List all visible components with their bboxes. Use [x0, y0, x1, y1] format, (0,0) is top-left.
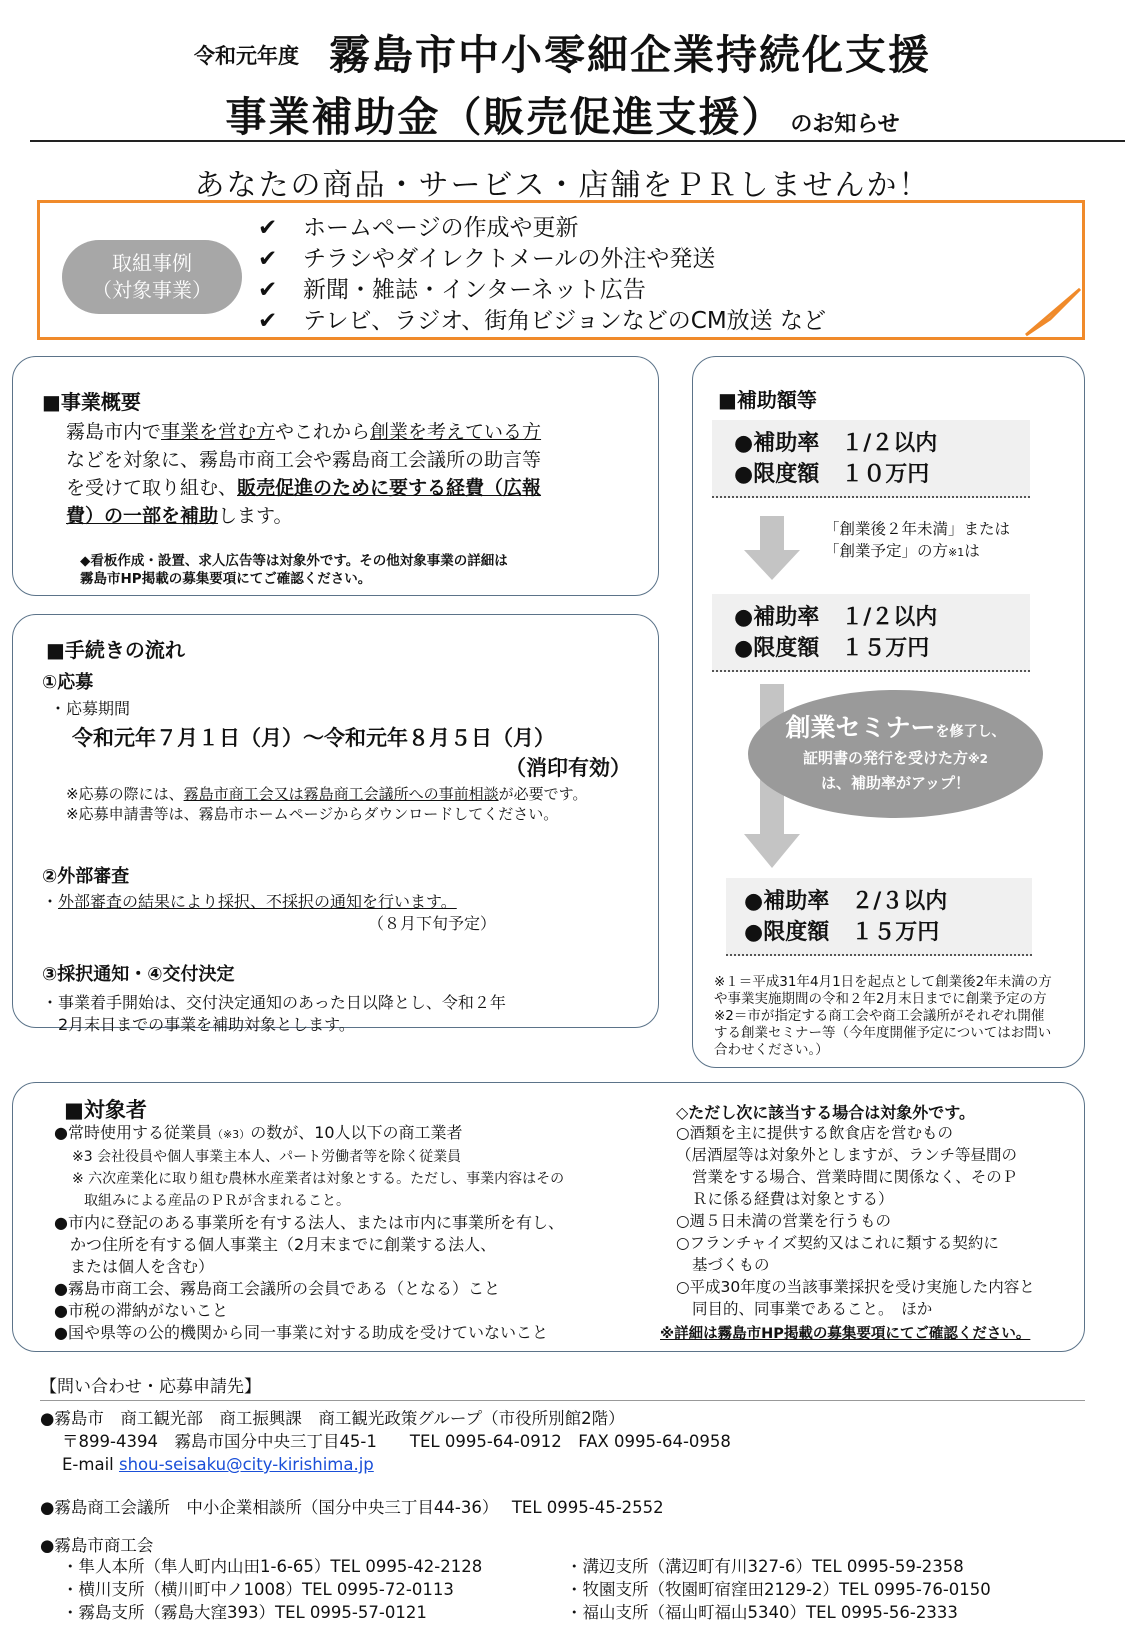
title-main-2: 事業補助金（販売促進支援） — [225, 93, 785, 141]
step-apply-title: ①応募 — [42, 672, 94, 693]
step-review-text: ・外部審査の結果により採択、不採択の通知を行います。 — [42, 892, 457, 911]
list-item: ✔ 新聞・雑誌・インターネット広告 — [258, 275, 826, 306]
tier-seminar: ●補助率 ２/３以内 ●限度額 １５万円 — [726, 878, 1032, 956]
title-main-1: 霧島市中小零細企業持続化支援 — [329, 31, 931, 79]
tier-basic: ●補助率 １/２以内 ●限度額 １０万円 — [712, 420, 1030, 498]
check-icon: ✔ — [258, 246, 278, 272]
title-line-1 — [0, 22, 1125, 81]
fiscal-year-label: 令和元年度 — [194, 44, 299, 68]
overview-heading: ■事業概要 — [42, 390, 141, 414]
tier-startup: ●補助率 １/２以内 ●限度額 １５万円 — [712, 594, 1030, 672]
branches-left — [62, 1555, 482, 1624]
step-decision-title: ③採択通知・④交付決定 — [42, 964, 235, 985]
header-divider — [30, 140, 1125, 142]
eligibility-list: ●常時使用する従業員（※3）の数が、10人以下の商工業者 ※3 会社役員や個人事業主本人、パート労働者等を除く従業員 ※ 六次産業化に取り組む農林水産業者は対象とする。ただし、事業内容はその 取組みによる産品のＰＲが含まれること。 ●市内に登記のある事業所を有する法人、または市内に事業所を有し、 かつ住所を有する個人事業主（2月末までに創業する法人、 または個人を含む） ●霧島市商工会、霧島商工会議所の会員である（となる）こと ●市税の滞納がないこと ●国や県等の公的機関から同一事業に対する助成を受けていないこと — [54, 1123, 565, 1342]
subsidy-footnotes: ※１＝平成31年4月1日を起点として創業後2年未満の方 や事業実施期間の令和２年2月末日までに創業予定の方 ※2＝市が指定する商工会や商工会議所がそれぞれ開催 する創業セミナー等（今年度開催予定についてはお問い 合わせください。） — [714, 974, 1052, 1058]
list-item: ・隼人本所（隼人町内山田1-6-65）TEL 0995-42-2128 — [62, 1557, 483, 1576]
list-item: ✔ チラシやダイレクトメールの外注や発送 — [258, 244, 826, 275]
procedure-heading: ■手続きの流れ — [46, 638, 185, 662]
exclusion-heading: ◇ただし次に該当する場合は対象外です。 — [676, 1103, 976, 1122]
step-apply-period-label: ・応募期間 — [50, 699, 131, 718]
branches-right — [566, 1555, 991, 1624]
step-decision-text: ・事業着手開始は、交付決定通知のあった日以降とし、令和２年 2月末日までの事業を補助対象とします。 — [42, 993, 506, 1034]
check-icon: ✔ — [258, 308, 278, 334]
contact-association-title: ●霧島市商工会 — [40, 1536, 154, 1555]
email-link[interactable]: shou-seisaku@city-kirishima.jp — [118, 1455, 374, 1474]
overview-text: 霧島市内で事業を営む方やこれから創業を考えている方 などを対象に、霧島市商工会や霧島商工会議所の助言等 を受けて取り組む、販売促進のために要する経費（広報 費）の一部を補助します。 — [66, 421, 542, 527]
step-apply-postmark: （消印有効） — [505, 756, 631, 780]
contact-chamber: ●霧島商工会議所 中小企業相談所（国分中央三丁目44-36） TEL 0995-45-2552 — [40, 1498, 664, 1517]
page-curl-icon — [1020, 285, 1082, 337]
list-item: ・溝辺支所（溝辺町有川327-6）TEL 0995-59-2358 — [566, 1557, 964, 1576]
title-line-2 — [0, 84, 1125, 143]
overview-note: ◆看板作成・設置、求人広告等は対象外です。その他対象事業の詳細は 霧島市HP掲載の募集要項にてご確認ください。 — [80, 553, 508, 587]
check-icon: ✔ — [258, 215, 278, 241]
badge-line-2: （対象事業） — [92, 278, 212, 302]
step-apply-notes: ※応募の際には、霧島市商工会又は霧島商工会議所への事前相談が必要です。 ※応募申請書等は、霧島市ホームページからダウンロードしてください。 — [66, 785, 588, 823]
eligibility-heading: ■対象者 — [64, 1098, 147, 1122]
list-item: ✔ ホームページの作成や更新 — [258, 213, 826, 244]
list-item: ✔ テレビ、ラジオ、街角ビジョンなどのCM放送 など — [258, 306, 826, 337]
badge-line-1: 取組事例 — [112, 251, 192, 275]
step-review-title: ②外部審査 — [42, 866, 130, 887]
examples-list — [258, 213, 826, 337]
examples-badge — [62, 240, 242, 314]
contact-divider — [40, 1400, 1085, 1401]
contact-heading: 【問い合わせ・応募申請先】 — [40, 1377, 261, 1397]
list-item: ・福山支所（福山町福山5340）TEL 0995-56-2333 — [566, 1603, 958, 1622]
exclusion-footer: ※詳細は霧島市HP掲載の募集要項にてご確認ください。 — [660, 1326, 1031, 1342]
step-review-date: （８月下旬予定） — [368, 914, 497, 933]
title-suffix: のお知らせ — [790, 112, 900, 137]
list-item: ・霧島支所（霧島大窪393）TEL 0995-57-0121 — [62, 1603, 427, 1622]
seminar-callout: 創業セミナーを修了し、 証明書の発行を受けた方※2 は、補助率がアップ！ — [748, 690, 1043, 818]
step-apply-period: 令和元年７月１日（月）～令和元年８月５日（月） — [72, 726, 555, 750]
contact-city: ●霧島市 商工観光部 商工振興課 商工観光政策グループ（市役所別館2階） 〒899-4394 霧島市国分中央三丁目45-1 TEL 0995-64-0912 FAX 0995-64-0958 E-mail shou-seisaku@city-kirishima.jp — [40, 1409, 731, 1474]
startup-condition: 「創業後２年未満」または 「創業予定」の方※1は — [824, 520, 1011, 560]
subsidy-heading: ■補助額等 — [718, 388, 817, 412]
list-item: ・横川支所（横川町中ノ1008）TEL 0995-72-0113 — [62, 1580, 454, 1599]
tagline: あなたの商品・サービス・店舗をＰＲしませんか！ — [194, 168, 931, 203]
list-item: ・牧園支所（牧園町宿窪田2129-2）TEL 0995-76-0150 — [566, 1580, 991, 1599]
down-arrow-icon — [744, 516, 800, 580]
exclusion-list: ○酒類を主に提供する飲食店を営むもの （居酒屋等は対象外としますが、ランチ等昼間の 営業をする場合、営業時間に関係なく、そのＰ Ｒに係る経費は対象とする） ○週５日未満の営業を行うもの ○フランチャイズ契約又はこれに類する契約に 基づくもの ○平成30年度の当該事業採択を受け実施した内容と 同目的、同事業であること。 ほか — [676, 1124, 1035, 1318]
check-icon: ✔ — [258, 277, 278, 303]
